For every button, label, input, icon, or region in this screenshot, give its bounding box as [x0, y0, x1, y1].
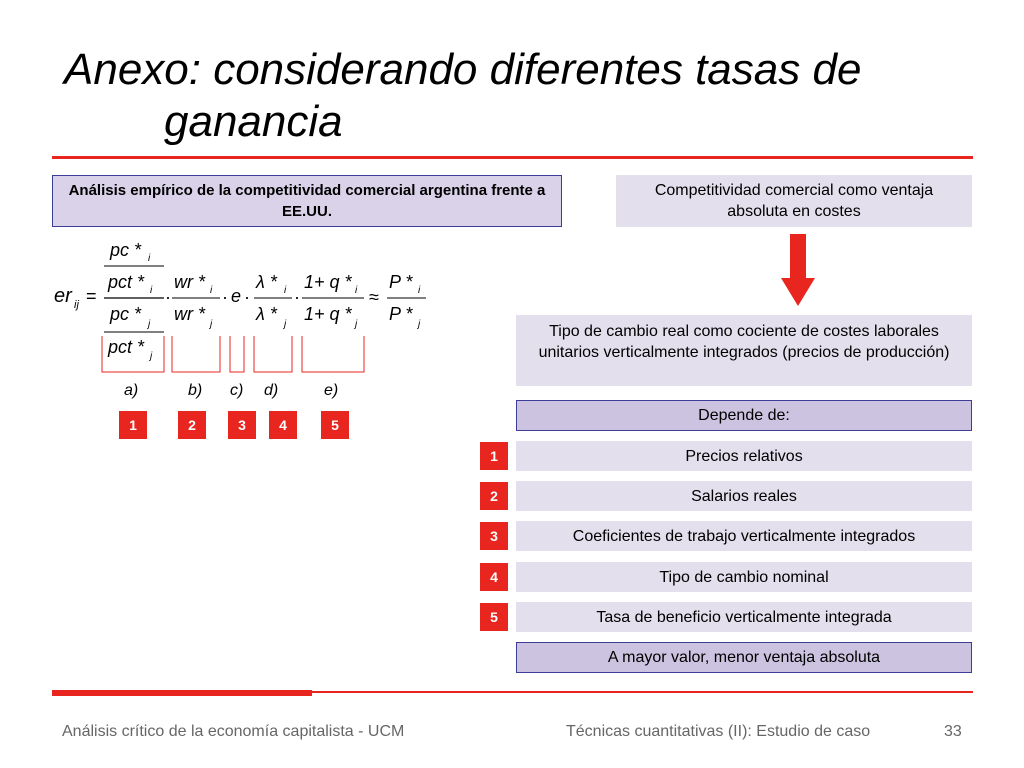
- formula-q-den-sub: j: [355, 319, 358, 330]
- factor-badge-2: 2: [480, 482, 508, 510]
- formula-wr-den: wr *: [174, 304, 205, 324]
- title-line-1: Anexo: considerando diferentes tasas de: [64, 45, 862, 94]
- footer-page-number: 33: [944, 723, 962, 740]
- formula-lambda-num: λ *: [256, 272, 277, 292]
- badge-1: 1: [119, 411, 147, 439]
- label-e: e): [324, 382, 339, 399]
- formula-lhs: er: [54, 285, 72, 307]
- formula-p-num: P *: [389, 272, 413, 292]
- factor-labour-coefficients: Coeficientes de trabajo verticalmente integrados: [516, 521, 972, 551]
- factor-profit-rate: Tasa de beneficio verticalmente integrada: [516, 602, 972, 632]
- formula-lambda-den: λ *: [256, 304, 277, 324]
- slide-title: [64, 44, 964, 148]
- label-b: b): [188, 382, 203, 399]
- formula-q-num: 1+ q *: [304, 272, 352, 292]
- conclusion-box: A mayor valor, menor ventaja absoluta: [516, 642, 972, 673]
- label-c: c): [230, 382, 244, 399]
- bottom-divider-accent: [52, 690, 312, 696]
- formula-dot-4: ·: [294, 287, 300, 307]
- formula-q-den: 1+ q *: [304, 304, 352, 324]
- formula-p-num-sub: i: [418, 285, 421, 296]
- label-d: d): [264, 382, 279, 399]
- formula-frac1-den-sub: j: [150, 351, 153, 362]
- bracket-e: [302, 336, 364, 372]
- formula-lambda-den-sub: j: [284, 319, 287, 330]
- formula-p-den-sub: j: [418, 319, 421, 330]
- depends-on-box: Depende de:: [516, 400, 972, 431]
- factor-badge-5: 5: [480, 603, 508, 631]
- formula-equals: =: [86, 286, 97, 306]
- formula-approx: ≈: [369, 287, 379, 307]
- bracket-d: [254, 336, 292, 372]
- formula-outer-num-sub: i: [148, 253, 151, 264]
- competitiveness-box: Competitividad comercial como ventaja absoluta en costes: [616, 175, 972, 227]
- factor-nominal-exchange-rate: Tipo de cambio nominal: [516, 562, 972, 592]
- factor-real-wages: Salarios reales: [516, 481, 972, 511]
- formula-wr-den-sub: j: [210, 319, 213, 330]
- down-arrow-icon: [781, 234, 815, 306]
- label-a: a): [124, 382, 139, 399]
- formula-frac1-den: pct *: [108, 337, 145, 357]
- formula-p-den: P *: [389, 304, 413, 324]
- formula-outer-den: pc *: [110, 304, 142, 324]
- factor-badge-1: 1: [480, 442, 508, 470]
- bracket-b: [172, 336, 220, 372]
- badge-3: 3: [228, 411, 256, 439]
- badge-4: 4: [269, 411, 297, 439]
- formula-lambda-num-sub: i: [284, 285, 287, 296]
- formula-wr-num: wr *: [174, 272, 205, 292]
- title-line-2: ganancia: [164, 97, 343, 146]
- formula-dot-1: ·: [165, 287, 171, 307]
- bracket-c: [230, 336, 244, 372]
- footer-course: Análisis crítico de la economía capitalista - UCM: [62, 723, 405, 740]
- real-exchange-rate-box: Tipo de cambio real como cociente de costes laborales unitarios verticalmente integrados (precios de producción): [516, 315, 972, 386]
- real-exchange-rate-formula: [52, 236, 432, 376]
- formula-q-num-sub: i: [355, 285, 358, 296]
- empirical-analysis-box: Análisis empírico de la competitividad comercial argentina frente a EE.UU.: [52, 175, 562, 227]
- badge-5: 5: [321, 411, 349, 439]
- formula-e: e: [231, 286, 242, 306]
- formula-frac1-num: pct *: [108, 272, 145, 292]
- formula-dot-3: ·: [244, 287, 250, 307]
- formula-outer-den-sub: j: [148, 319, 151, 330]
- factor-badge-3: 3: [480, 522, 508, 550]
- formula-frac1-num-sub: i: [150, 285, 153, 296]
- footer-section: Técnicas cuantitativas (II): Estudio de caso: [566, 723, 871, 740]
- formula-outer-num: pc *: [110, 240, 142, 260]
- formula-wr-num-sub: i: [210, 285, 213, 296]
- top-divider: [52, 156, 973, 159]
- factor-badge-4: 4: [480, 563, 508, 591]
- factor-relative-prices: Precios relativos: [516, 441, 972, 471]
- badge-2: 2: [178, 411, 206, 439]
- formula-lhs-sub: ij: [74, 299, 79, 311]
- formula-dot-2: ·: [222, 287, 228, 307]
